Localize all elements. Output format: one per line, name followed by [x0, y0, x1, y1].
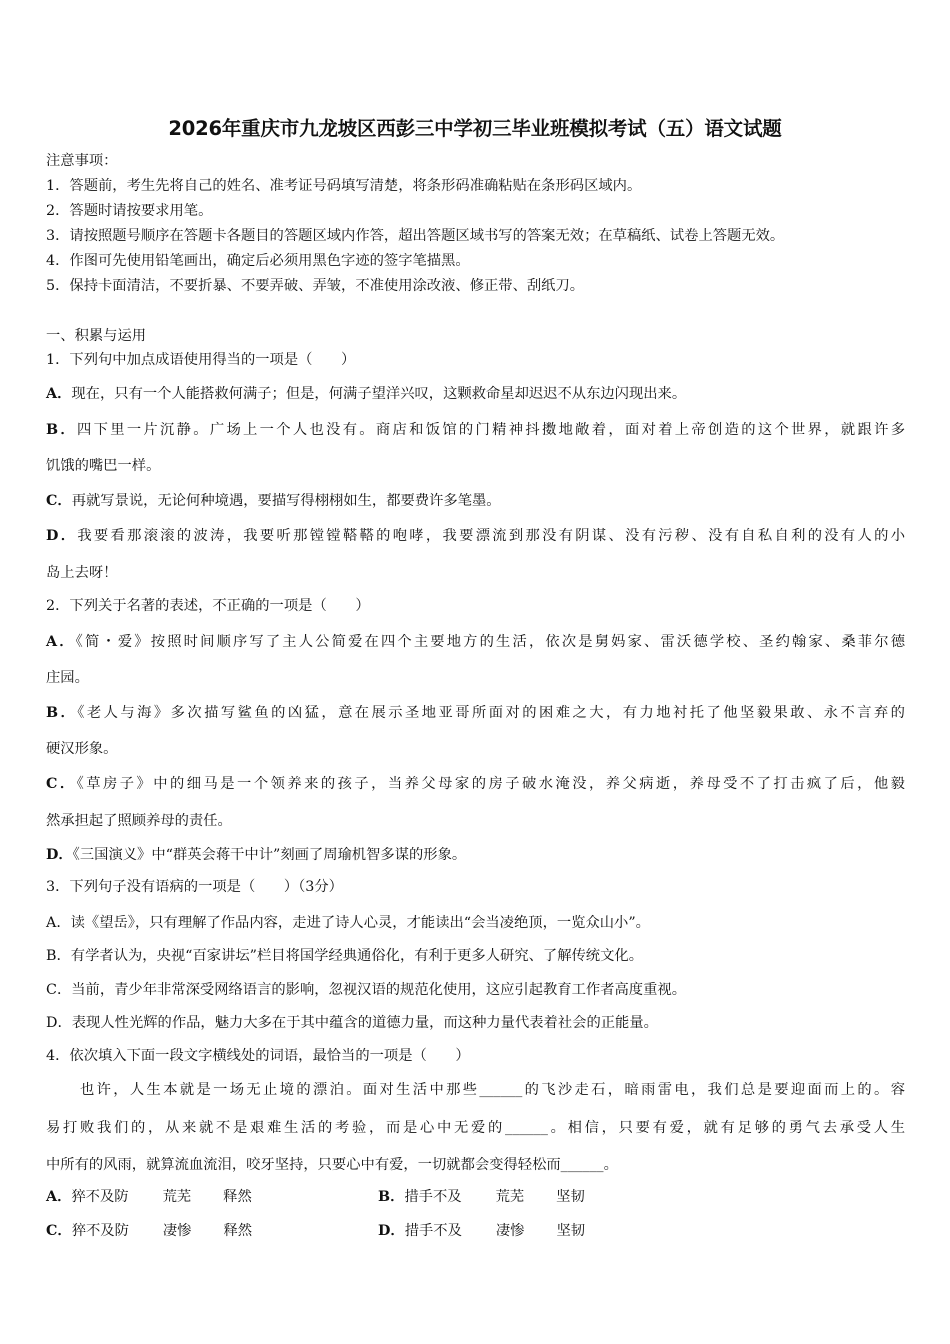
option-text: 《简・爱》按照时间顺序写了主人公简爱在四个主要地方的生活，依次是舅妈家、雷沃德学校、圣约翰家、桑菲尔德	[75, 634, 905, 650]
option-word-1: 猝不及防	[71, 1189, 129, 1205]
q4-option-d	[378, 1221, 585, 1241]
q3-stem: 3．下列句子没有语病的一项是（ ）（3分）	[46, 879, 343, 895]
option-word-1: 措手不及	[404, 1223, 462, 1239]
q2-option-a	[46, 632, 905, 652]
q1-stem: 1．下列句中加点成语使用得当的一项是（ ）	[46, 352, 356, 368]
q4-option-a	[46, 1187, 252, 1207]
q4-passage-line-1: 也许，人生本就是一场无止境的漂泊。面对生活中那些______的飞沙走石，暗雨雷电，我们总是要迎面而上的。容	[80, 1082, 905, 1098]
option-word-2: 荒芜	[162, 1189, 192, 1205]
notice-item-2: 2．答题时请按要求用笔。	[46, 203, 213, 219]
option-text: 《三国演义》中“群英会蒋干中计”刻画了周瑜机智多谋的形象。	[72, 847, 467, 863]
option-letter: D．	[378, 1223, 405, 1239]
q3-option-b: B．有学者认为，央视“百家讲坛”栏目将国学经典通俗化，有利于更多人研究、了解传统文化。	[46, 948, 643, 964]
option-text: 我要看那滚滚的波涛，我要听那镗镗鞳鞳的咆哮，我要漂流到那没有阴谋、没有污秽、没有自私自利的没有人的小	[77, 528, 905, 544]
option-letter: A．	[46, 634, 76, 650]
option-text: 《草房子》中的细马是一个领养来的孩子，当养父母家的房子破水淹没，养父病逝，养母受不了打击疯了后，他毅	[76, 776, 905, 792]
option-word-2: 凄惨	[162, 1223, 192, 1239]
option-text: 现在，只有一个人能搭救何满子；但是，何满子望洋兴叹，这颗救命星却迟迟不从东边闪现出来。	[71, 386, 687, 402]
option-letter: C．	[46, 1223, 72, 1239]
option-letter: C．	[46, 776, 77, 792]
q1-option-b	[46, 420, 905, 440]
q2-option-b	[46, 703, 905, 723]
q2-option-c-cont: 然承担起了照顾养母的责任。	[46, 813, 232, 829]
option-word-3: 释然	[223, 1189, 252, 1205]
q3-option-a: A．读《望岳》，只有理解了作品内容，走进了诗人心灵，才能读出“会当凌绝顶，一览众山小”。	[46, 915, 650, 931]
q1-option-c	[46, 491, 501, 511]
q3-option-d: D．表现人性光辉的作品，魅力大多在于其中蕴含的道德力量，而这种力量代表着社会的正能量。	[46, 1015, 658, 1031]
q1-option-a	[46, 384, 686, 404]
exam-title: 2026年重庆市九龙坡区西彭三中学初三毕业班模拟考试（五）语文试题	[168, 117, 782, 140]
option-word-2: 凄惨	[495, 1223, 525, 1239]
notice-item-1: 1．答题前，考生先将自己的姓名、准考证号码填写清楚，将条形码准确粘贴在条形码区域内。	[46, 178, 642, 194]
option-letter: D．	[46, 528, 78, 544]
notice-item-5: 5．保持卡面清洁，不要折暴、不要弄破、弄皱，不准使用涂改液、修正带、刮纸刀。	[46, 278, 585, 294]
q2-option-b-cont: 硬汉形象。	[46, 741, 118, 757]
q4-passage-line-3: 中所有的风雨，就算流血流泪，咬牙坚持，只要心中有爱，一切就都会变得轻松而______。	[46, 1157, 618, 1173]
option-word-1: 措手不及	[404, 1189, 462, 1205]
q4-passage-line-2: 易打败我们的，从来就不是艰难生活的考验，而是心中无爱的______。相信，只要有爱，就有足够的勇气去承受人生	[46, 1120, 905, 1136]
notice-item-4: 4．作图可先使用铅笔画出，确定后必须用黑色字迹的签字笔描黑。	[46, 253, 470, 269]
option-letter: A．	[46, 386, 72, 402]
option-word-1: 猝不及防	[71, 1223, 129, 1239]
q1-option-d-cont: 岛上去呀！	[46, 565, 118, 581]
notice-heading: 注意事项：	[46, 153, 118, 169]
q2-option-d	[46, 845, 466, 865]
option-word-3: 坚韧	[556, 1223, 586, 1239]
option-text: 《老人与海》多次描写鲨鱼的凶猛，意在展示圣地亚哥所面对的困难之大，有力地衬托了他坚毅果敢、永不言弃的	[77, 705, 905, 721]
option-letter: B．	[46, 422, 77, 438]
notice-item-3: 3．请按照题号顺序在答题卡各题目的答题区域内作答，超出答题区域书写的答案无效；在草稿纸、试卷上答题无效。	[46, 228, 785, 244]
option-text: 四下里一片沉静。广场上一个人也没有。商店和饭馆的门精神抖擞地敞着，面对着上帝创造的这个世界，就跟许多	[77, 422, 905, 438]
option-letter: C．	[46, 493, 72, 509]
option-word-3: 坚韧	[556, 1189, 585, 1205]
q2-option-c	[46, 774, 905, 794]
q4-stem: 4．依次填入下面一段文字横线处的词语，最恰当的一项是（ ）	[46, 1048, 470, 1064]
q2-stem: 2．下列关于名著的表述，不正确的一项是（ ）	[46, 598, 370, 614]
option-text: 再就写景说，无论何种境遇，要描写得栩栩如生，都要费许多笔墨。	[71, 493, 501, 509]
q3-option-c: C．当前，青少年非常深受网络语言的影响，忽视汉语的规范化使用，这应引起教育工作者高度重视。	[46, 982, 686, 998]
q1-option-b-cont: 饥饿的嘴巴一样。	[46, 458, 161, 474]
section-heading: 一、积累与运用	[46, 328, 147, 344]
option-letter: D．	[46, 847, 73, 863]
option-letter: B．	[378, 1189, 405, 1205]
q2-option-a-cont: 庄园。	[46, 670, 89, 686]
q4-option-b	[378, 1187, 585, 1207]
q1-option-d	[46, 526, 905, 546]
option-letter: A．	[46, 1189, 72, 1205]
option-letter: B．	[46, 705, 78, 721]
option-word-3: 释然	[223, 1223, 253, 1239]
option-word-2: 荒芜	[495, 1189, 525, 1205]
q4-option-c	[46, 1221, 252, 1241]
